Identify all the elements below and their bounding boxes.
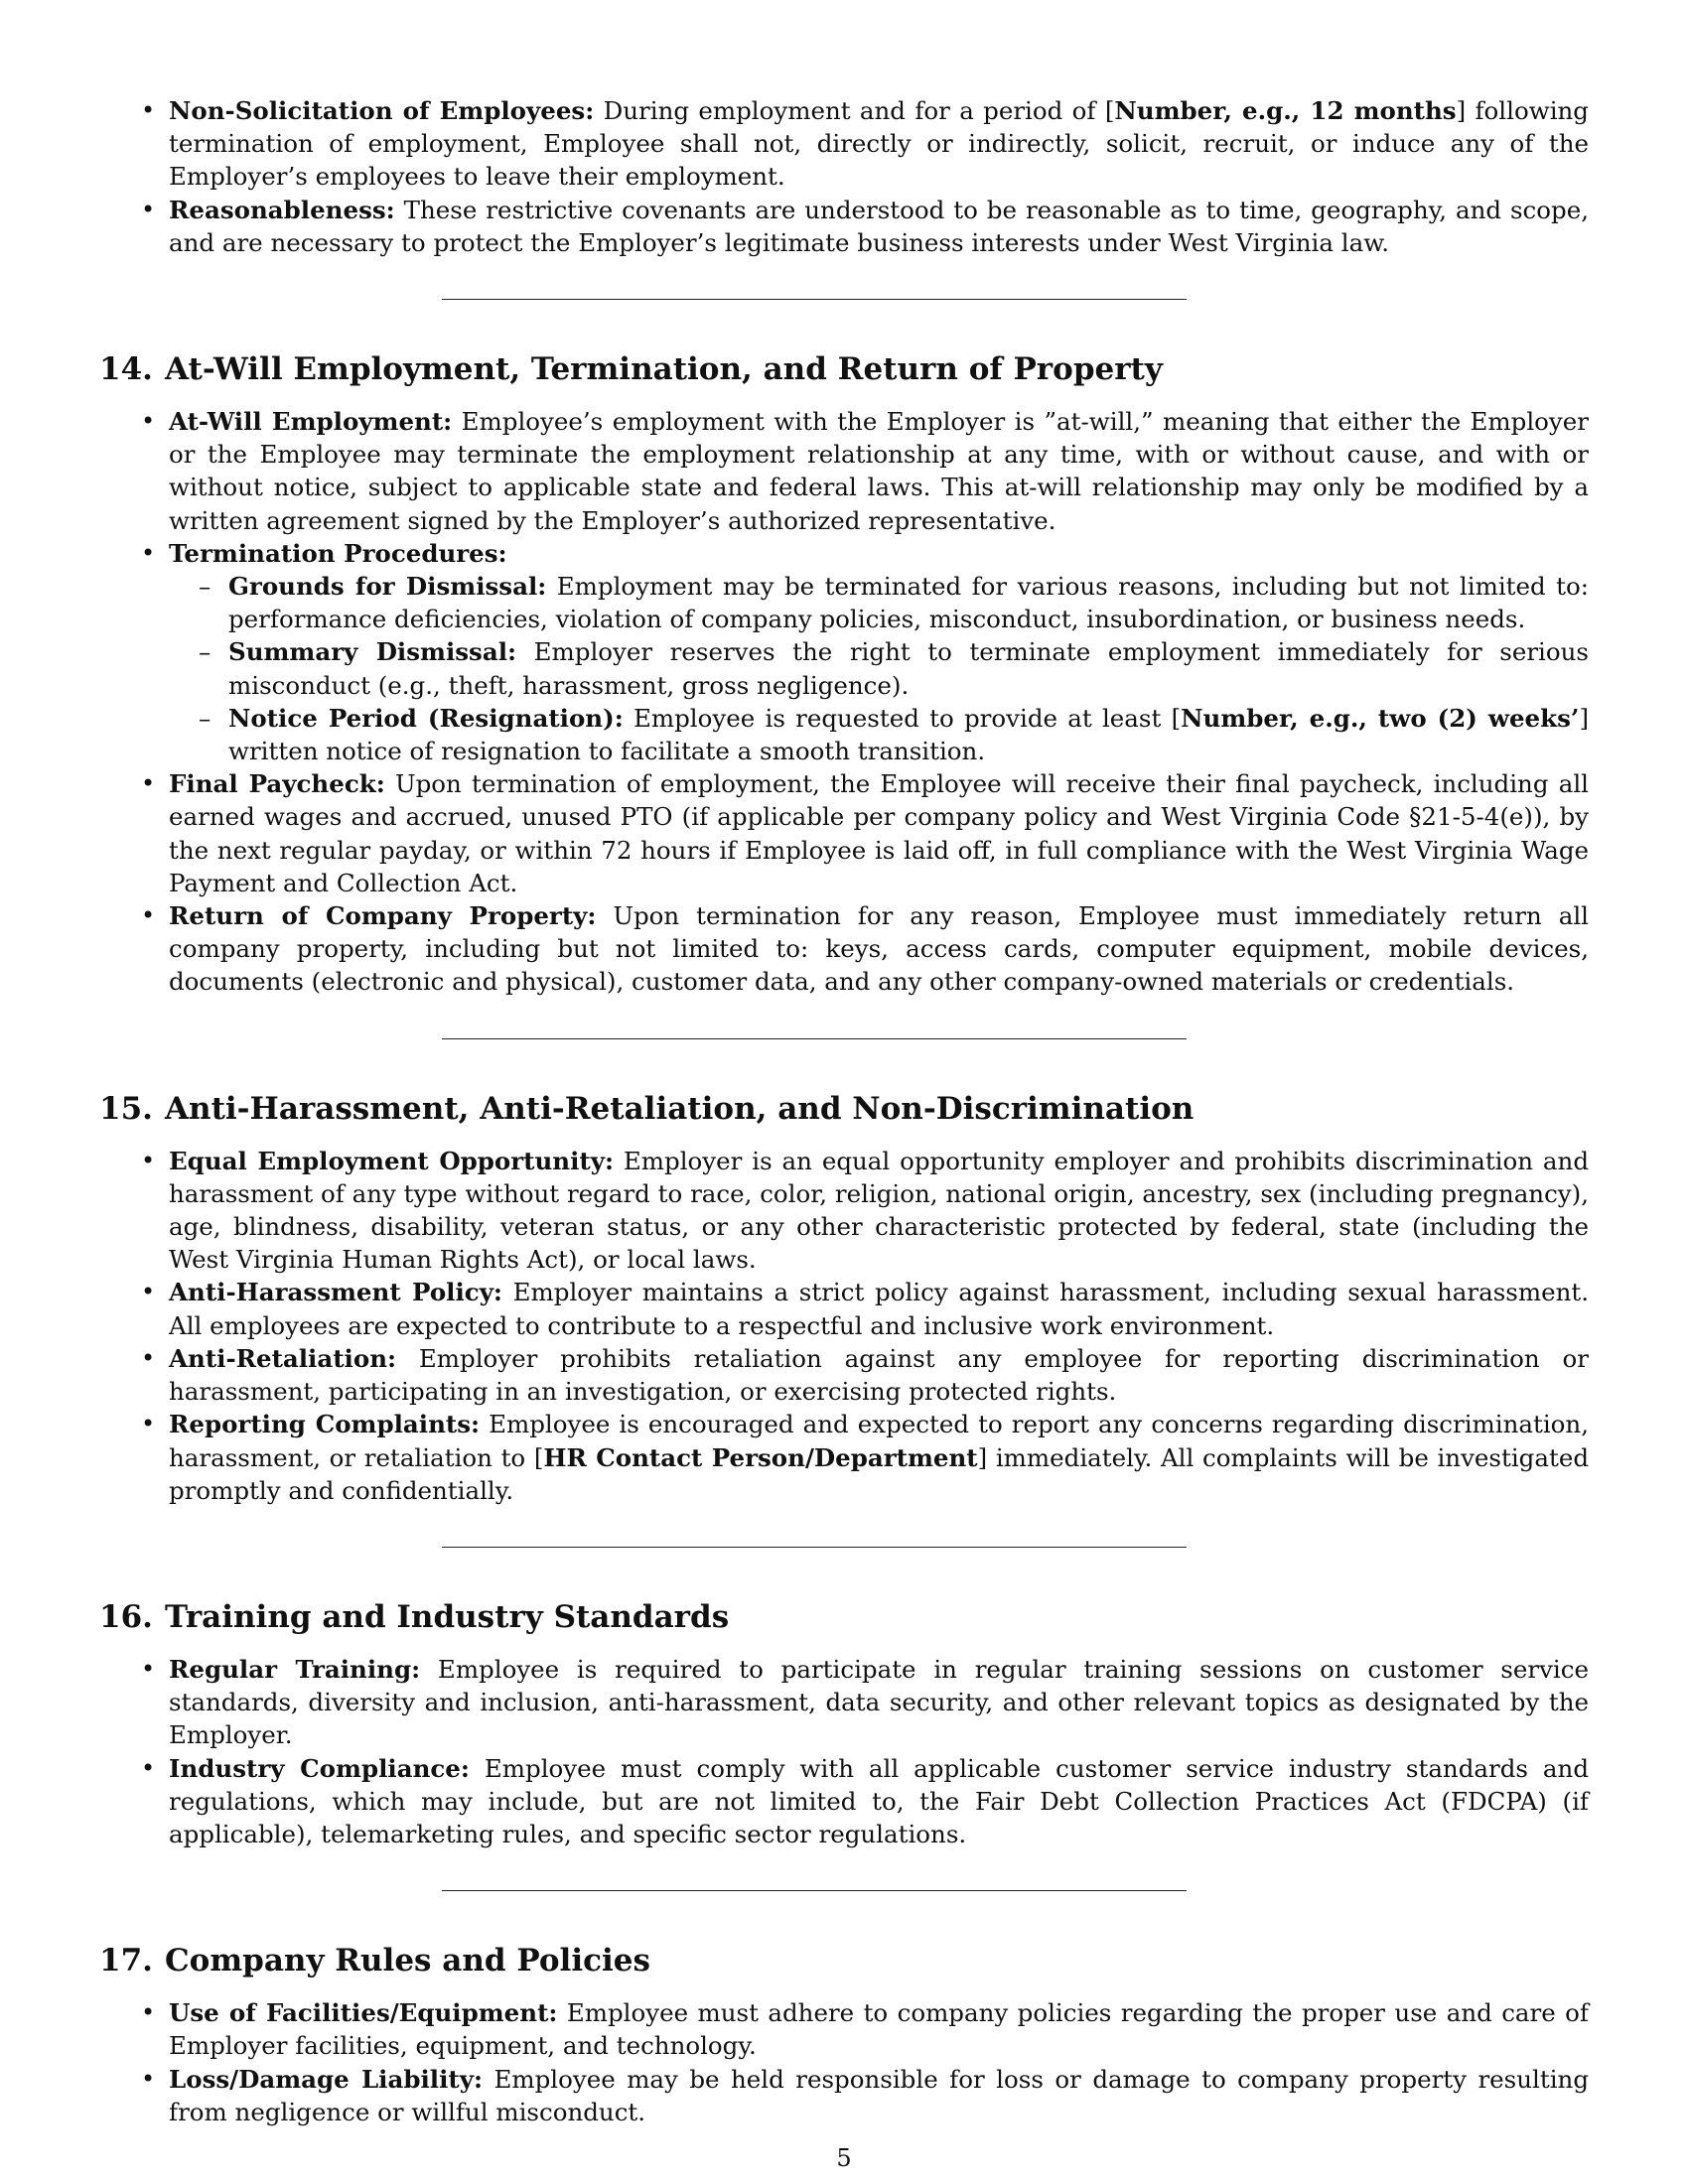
list-item bbox=[99, 94, 1589, 194]
bracket-open: [ bbox=[533, 1442, 544, 1472]
item-term: At-Will Employment: bbox=[169, 407, 453, 437]
bracket-close: ] bbox=[977, 1442, 988, 1472]
placeholder-field: HR Contact Person/Department bbox=[543, 1442, 978, 1472]
list-item bbox=[99, 899, 1589, 999]
item-text: Employer maintains a strict policy against harassment, including sexual harassment. All employees are expected to contribute to a respectful and inclusive work environment. bbox=[169, 1278, 1589, 1340]
item-text: Employer is an equal opportunity employer and prohibits discrimination and harassment of any type without regard to race, color, religion, national origin, ancestry, sex (including pregnancy), age, blindness, disability, veteran status, or any other characteristic protected by federal, state (including the West Virginia Human Rights Act), or local laws. bbox=[169, 1146, 1590, 1275]
item-text: Employee must adhere to company policies regarding the proper use and care of Employer facilities, equipment, and technology. bbox=[169, 1998, 1589, 2061]
list-item bbox=[99, 1653, 1589, 1752]
page-number: 5 bbox=[836, 2144, 852, 2172]
document-page bbox=[99, 94, 1589, 2128]
section-divider bbox=[442, 299, 1187, 300]
item-term: Use of Facilities/Equipment: bbox=[169, 1998, 558, 2028]
list-item bbox=[99, 1408, 1589, 1507]
item-term: Anti-Harassment Policy: bbox=[169, 1278, 502, 1307]
item-text: Employee must comply with all applicable customer service industry standards and regulations, which may include, but are not limited to, the Fair Debt Collection Practices Act (FDCPA) (if applicable), telemarketing rules, and specific sector regulations. bbox=[169, 1753, 1589, 1848]
section-15-heading bbox=[99, 1089, 1589, 1129]
section-title: Training and Industry Standards bbox=[165, 1598, 730, 1635]
item-term: Industry Compliance: bbox=[169, 1753, 470, 1783]
item-term: Reasonableness: bbox=[169, 195, 395, 224]
section-title: At-Will Employment, Termination, and Return of Property bbox=[165, 351, 1163, 388]
restrictive-covenants-list bbox=[99, 94, 1589, 259]
section-number: 15. bbox=[99, 1090, 153, 1127]
list-item bbox=[99, 1342, 1589, 1408]
section-number: 14. bbox=[99, 351, 153, 388]
sublist-item bbox=[169, 635, 1589, 701]
item-text: Employee is requested to provide at least bbox=[623, 703, 1172, 733]
section-number: 17. bbox=[99, 1943, 153, 1979]
section-divider bbox=[442, 1038, 1187, 1039]
item-term: Non-Solicitation of Employees: bbox=[169, 96, 595, 125]
placeholder-field: Number, e.g., 12 months bbox=[1114, 96, 1457, 125]
list-item bbox=[99, 1752, 1589, 1851]
section-14-list bbox=[99, 405, 1589, 999]
item-text: Employee’s employment with the Employer is ”at-will,” meaning that either the Employer or the Employee may terminate the employment relationship at any time, with or without cause, and with or without notice, subject to applicable state and federal laws. This at-will relationship may only be modified by a written agreement signed by the Employer’s authorized representative. bbox=[169, 407, 1589, 535]
item-text: Employer reserves the right to terminate employment immediately for serious misconduct (e.g., theft, harassment, gross negligence). bbox=[228, 637, 1589, 700]
bracket-open: [ bbox=[1171, 703, 1182, 733]
item-text: During employment and for a period of bbox=[594, 96, 1105, 125]
bracket-open: [ bbox=[1104, 96, 1115, 125]
section-title: Company Rules and Policies bbox=[165, 1943, 650, 1979]
item-text: Upon termination for any reason, Employee must immediately return all company property, including but not limited to: keys, access cards, computer equipment, mobile devices, documents (electronic and physical), customer data, and any other company-owned materials or credentials. bbox=[169, 901, 1589, 997]
item-text: Employer prohibits retaliation against any employee for reporting discrimination or harassment, participating in an investigation, or exercising protected rights. bbox=[169, 1343, 1589, 1407]
placeholder-field: Number, e.g., two (2) weeks’ bbox=[1181, 703, 1580, 733]
section-divider bbox=[442, 1547, 1187, 1548]
bracket-close: ] bbox=[1456, 96, 1467, 125]
section-17-list bbox=[99, 1996, 1589, 2128]
item-text: following termination of employment, Employee shall not, directly or indirectly, solicit, recruit, or induce any of the Employer’s employees to leave their employment. bbox=[169, 96, 1589, 192]
item-term: Regular Training: bbox=[169, 1654, 421, 1684]
section-14-heading bbox=[99, 349, 1589, 389]
list-item bbox=[99, 1145, 1589, 1277]
bracket-close: ] bbox=[1579, 703, 1589, 733]
item-text: Employee is encouraged and expected to report any concerns regarding discrimination, harassment, or retaliation to bbox=[169, 1410, 1589, 1472]
item-text: Upon termination of employment, the Employee will receive their final paycheck, including all earned wages and accrued, unused PTO (if applicable per company policy and West Virginia Code §21-5-4(e)), by the next regular payday, or within 72 hours if Employee is laid off, in full compliance with the West Virginia Wage Payment and Collection Act. bbox=[169, 769, 1589, 897]
item-term: Reporting Complaints: bbox=[169, 1410, 481, 1439]
list-item bbox=[99, 537, 1589, 767]
item-text: immediately. All complaints will be investigated promptly and confidentially. bbox=[169, 1442, 1589, 1505]
list-item bbox=[99, 767, 1589, 899]
section-17-heading bbox=[99, 1941, 1589, 1980]
item-term: Return of Company Property: bbox=[169, 901, 597, 931]
section-16-list bbox=[99, 1653, 1589, 1850]
item-term: Grounds for Dismissal: bbox=[228, 572, 547, 602]
item-text: Employee is required to participate in regular training sessions on customer service standards, diversity and inclusion, anti-harassment, data security, and other relevant topics as designated by the Employer. bbox=[169, 1654, 1589, 1750]
list-item bbox=[99, 2063, 1589, 2128]
item-term: Final Paycheck: bbox=[169, 769, 385, 799]
section-number: 16. bbox=[99, 1598, 153, 1635]
item-term: Summary Dismissal: bbox=[228, 637, 517, 667]
section-16-heading bbox=[99, 1597, 1589, 1637]
list-item bbox=[99, 405, 1589, 537]
item-text: These restrictive covenants are understood to be reasonable as to time, geography, and scope, and are necessary to protect the Employer’s legitimate business interests under West Virginia law. bbox=[169, 195, 1589, 257]
termination-procedures-sublist bbox=[169, 570, 1589, 767]
section-title: Anti-Harassment, Anti-Retaliation, and Non-Discrimination bbox=[165, 1090, 1195, 1127]
item-term: Loss/Damage Liability: bbox=[169, 2064, 484, 2094]
item-text: Employee may be held responsible for loss or damage to company property resulting from negligence or willful misconduct. bbox=[169, 2064, 1589, 2126]
list-item bbox=[99, 194, 1589, 259]
sublist-item bbox=[169, 570, 1589, 635]
item-text: written notice of resignation to facilitate a smooth transition. bbox=[228, 737, 986, 766]
item-term: Equal Employment Opportunity: bbox=[169, 1146, 615, 1175]
section-15-list bbox=[99, 1145, 1589, 1507]
section-divider bbox=[442, 1890, 1187, 1891]
item-term: Anti-Retaliation: bbox=[169, 1343, 397, 1373]
item-term: Termination Procedures: bbox=[169, 538, 507, 568]
list-item bbox=[99, 1276, 1589, 1341]
list-item bbox=[99, 1996, 1589, 2062]
item-term: Notice Period (Resignation): bbox=[228, 703, 624, 733]
sublist-item bbox=[169, 702, 1589, 767]
item-text: Employment may be terminated for various reasons, including but not limited to: performance deficiencies, violation of company policies, misconduct, insubordination, or business needs. bbox=[228, 572, 1589, 634]
